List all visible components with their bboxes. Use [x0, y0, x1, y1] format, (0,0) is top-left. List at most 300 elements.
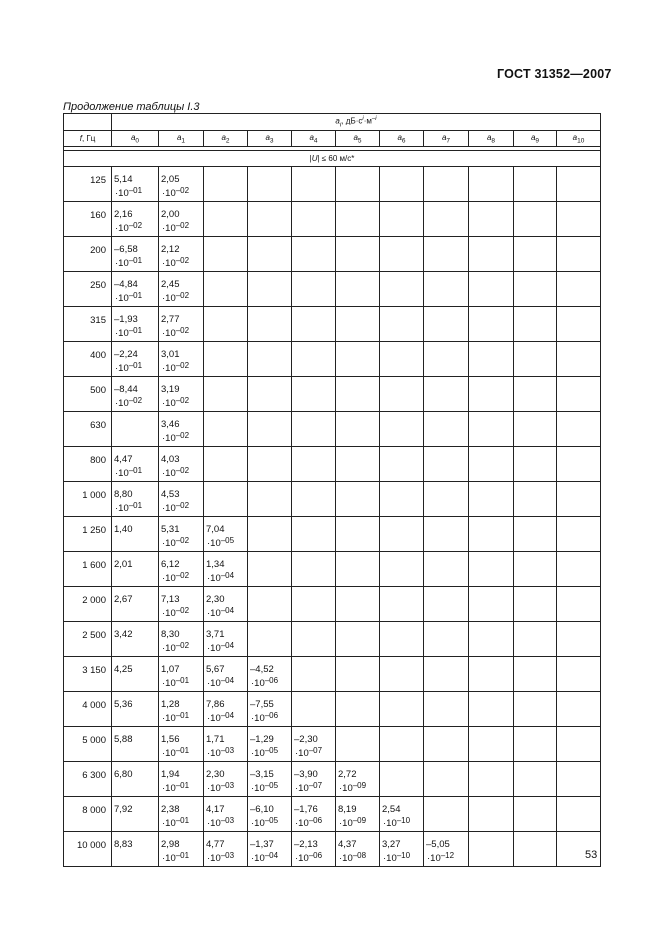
frequency-cell: 160: [64, 202, 112, 237]
mantissa: 6,80: [114, 769, 133, 780]
value-cell: [380, 482, 424, 517]
table-row: [64, 272, 601, 307]
exponent: $\cdot 10^{-02}$: [162, 536, 190, 549]
table-row: [64, 237, 601, 272]
mantissa: 3,42: [114, 629, 133, 640]
value-cell: [248, 552, 292, 587]
mantissa: 4,47: [114, 454, 133, 465]
value-cell: [248, 237, 292, 272]
value-cell: [248, 272, 292, 307]
value-cell: [159, 587, 204, 622]
value-cell: [424, 272, 469, 307]
value-cell: [336, 202, 380, 237]
value-cell: [469, 237, 514, 272]
mantissa: 8,19: [338, 804, 357, 815]
value-cell: [248, 377, 292, 412]
value-cell: [424, 377, 469, 412]
value-cell: [514, 412, 557, 447]
exponent: $\cdot 10^{-02}$: [162, 221, 190, 234]
value-cell: [336, 552, 380, 587]
value-cell: [469, 202, 514, 237]
mantissa: 3,19: [161, 384, 180, 395]
value-cell: [204, 447, 248, 482]
exponent: $\cdot 10^{-09}$: [339, 781, 367, 794]
value-cell: [424, 517, 469, 552]
value-cell: [248, 832, 292, 867]
value-cell: [248, 447, 292, 482]
value-cell: [336, 482, 380, 517]
value-cell: [204, 202, 248, 237]
value-cell: [469, 342, 514, 377]
mantissa: 1,28: [161, 699, 180, 710]
value-cell: [557, 552, 601, 587]
value-cell: [112, 412, 159, 447]
value-cell: [380, 272, 424, 307]
document-code: ГОСТ 31352—2007: [497, 67, 612, 81]
value-cell: [336, 167, 380, 202]
mantissa: 2,77: [161, 314, 180, 325]
value-cell: [424, 342, 469, 377]
frequency-cell: 315: [64, 307, 112, 342]
exponent: $\cdot 10^{-06}$: [251, 676, 279, 689]
frequency-cell: 500: [64, 377, 112, 412]
coef-header-a4: $a_4$: [292, 131, 336, 147]
value-cell: [424, 622, 469, 657]
value-cell: [380, 727, 424, 762]
mantissa: 2,38: [161, 804, 180, 815]
value-cell: [336, 237, 380, 272]
mantissa: 3,27: [382, 839, 401, 850]
value-cell: [336, 762, 380, 797]
value-cell: [469, 727, 514, 762]
value-cell: [380, 762, 424, 797]
exponent: $\cdot 10^{-05}$: [207, 536, 235, 549]
exponent: $\cdot 10^{-02}$: [162, 186, 190, 199]
value-cell: [557, 482, 601, 517]
exponent: $\cdot 10^{-05}$: [251, 816, 279, 829]
mantissa: 6,12: [161, 559, 180, 570]
value-cell: [292, 622, 336, 657]
mantissa: –1,93: [114, 314, 138, 325]
value-cell: [292, 657, 336, 692]
value-cell: [292, 762, 336, 797]
mantissa: 5,88: [114, 734, 133, 745]
exponent: $\cdot 10^{-06}$: [295, 851, 323, 864]
exponent: $\cdot 10^{-02}$: [162, 326, 190, 339]
value-cell: [159, 447, 204, 482]
value-cell: [514, 482, 557, 517]
table-row: [64, 202, 601, 237]
mantissa: 7,13: [161, 594, 180, 605]
exponent: $\cdot 10^{-02}$: [162, 571, 190, 584]
exponent: $\cdot 10^{-04}$: [207, 571, 235, 584]
value-cell: [248, 342, 292, 377]
value-cell: [469, 622, 514, 657]
value-cell: [380, 342, 424, 377]
value-cell: [112, 727, 159, 762]
value-cell: [557, 692, 601, 727]
value-cell: [469, 587, 514, 622]
value-cell: [248, 587, 292, 622]
value-cell: [292, 552, 336, 587]
value-cell: [380, 692, 424, 727]
value-cell: [112, 202, 159, 237]
value-cell: [248, 622, 292, 657]
exponent: $\cdot 10^{-01}$: [162, 851, 190, 864]
exponent: $\cdot 10^{-02}$: [162, 361, 190, 374]
value-cell: [159, 692, 204, 727]
value-cell: [469, 517, 514, 552]
value-cell: [112, 692, 159, 727]
exponent: $\cdot 10^{-02}$: [162, 641, 190, 654]
value-cell: [292, 237, 336, 272]
value-cell: [557, 202, 601, 237]
exponent: $\cdot 10^{-02}$: [162, 606, 190, 619]
value-cell: [159, 377, 204, 412]
value-cell: [469, 762, 514, 797]
value-cell: [469, 412, 514, 447]
exponent: $\cdot 10^{-04}$: [251, 851, 279, 864]
value-cell: [159, 762, 204, 797]
value-cell: [557, 412, 601, 447]
exponent: $\cdot 10^{-02}$: [115, 221, 143, 234]
value-cell: [292, 342, 336, 377]
value-cell: [292, 412, 336, 447]
value-cell: [424, 587, 469, 622]
coefficients-table: [63, 113, 601, 867]
mantissa: 1,94: [161, 769, 180, 780]
table-row: [64, 482, 601, 517]
table-caption: Продолжение таблицы I.3: [63, 101, 200, 113]
value-cell: [112, 167, 159, 202]
value-cell: [204, 307, 248, 342]
exponent: $\cdot 10^{-03}$: [207, 781, 235, 794]
value-cell: [380, 237, 424, 272]
mantissa: 2,30: [206, 769, 225, 780]
value-cell: [557, 797, 601, 832]
value-cell: [469, 447, 514, 482]
mantissa: 2,45: [161, 279, 180, 290]
exponent: $\cdot 10^{-10}$: [383, 851, 411, 864]
mantissa: –1,76: [294, 804, 318, 815]
value-cell: [112, 342, 159, 377]
value-cell: [380, 832, 424, 867]
value-cell: [112, 482, 159, 517]
mantissa: 3,46: [161, 419, 180, 430]
mantissa: 1,07: [161, 664, 180, 675]
value-cell: [112, 447, 159, 482]
value-cell: [292, 587, 336, 622]
coef-header-a9: $a_9$: [514, 131, 557, 147]
mantissa: 2,16: [114, 209, 133, 220]
value-cell: [469, 832, 514, 867]
value-cell: [557, 587, 601, 622]
value-cell: [204, 762, 248, 797]
value-cell: [204, 692, 248, 727]
coef-header-a0: $a_0$: [112, 131, 159, 147]
mantissa: 1,56: [161, 734, 180, 745]
value-cell: [204, 272, 248, 307]
value-cell: [424, 552, 469, 587]
value-cell: [469, 482, 514, 517]
value-cell: [469, 797, 514, 832]
value-cell: [514, 727, 557, 762]
frequency-cell: 2 500: [64, 622, 112, 657]
value-cell: [159, 552, 204, 587]
table-row: [64, 377, 601, 412]
table-row: [64, 622, 601, 657]
value-cell: [292, 377, 336, 412]
mantissa: 7,92: [114, 804, 133, 815]
frequency-header: f, Гц: [64, 131, 112, 147]
table-row: [64, 797, 601, 832]
mantissa: –4,84: [114, 279, 138, 290]
mantissa: 8,30: [161, 629, 180, 640]
exponent: $\cdot 10^{-01}$: [115, 501, 143, 514]
value-cell: [159, 727, 204, 762]
value-cell: [112, 797, 159, 832]
value-cell: [248, 657, 292, 692]
table-row: [64, 727, 601, 762]
value-cell: [424, 657, 469, 692]
exponent: $\cdot 10^{-01}$: [115, 291, 143, 304]
exponent: $\cdot 10^{-01}$: [115, 466, 143, 479]
value-cell: [424, 762, 469, 797]
value-cell: [514, 377, 557, 412]
exponent: $\cdot 10^{-05}$: [251, 781, 279, 794]
value-cell: [112, 517, 159, 552]
value-cell: [248, 797, 292, 832]
frequency-cell: 6 300: [64, 762, 112, 797]
value-cell: [336, 412, 380, 447]
coef-header-a1: $a_1$: [159, 131, 204, 147]
value-cell: [336, 342, 380, 377]
value-cell: [292, 517, 336, 552]
exponent: $\cdot 10^{-06}$: [251, 711, 279, 724]
value-cell: [204, 482, 248, 517]
frequency-cell: 4 000: [64, 692, 112, 727]
value-cell: [204, 832, 248, 867]
exponent: $\cdot 10^{-04}$: [207, 676, 235, 689]
mantissa: 2,98: [161, 839, 180, 850]
value-cell: [112, 377, 159, 412]
exponent: $\cdot 10^{-01}$: [115, 256, 143, 269]
value-cell: [204, 622, 248, 657]
exponent: $\cdot 10^{-01}$: [162, 746, 190, 759]
value-cell: [248, 167, 292, 202]
value-cell: [469, 692, 514, 727]
value-cell: [159, 657, 204, 692]
mantissa: 1,71: [206, 734, 225, 745]
value-cell: [380, 622, 424, 657]
exponent: $\cdot 10^{-10}$: [383, 816, 411, 829]
mantissa: –3,15: [250, 769, 274, 780]
frequency-cell: 10 000: [64, 832, 112, 867]
value-cell: [514, 692, 557, 727]
value-cell: [159, 797, 204, 832]
value-cell: [292, 797, 336, 832]
mantissa: –3,90: [294, 769, 318, 780]
value-cell: [514, 517, 557, 552]
value-cell: [112, 237, 159, 272]
mantissa: 2,30: [206, 594, 225, 605]
exponent: $\cdot 10^{-03}$: [207, 851, 235, 864]
value-cell: [514, 657, 557, 692]
coef-header-a7: $a_7$: [424, 131, 469, 147]
table-row: [64, 307, 601, 342]
value-cell: [204, 797, 248, 832]
value-cell: [292, 307, 336, 342]
coef-header-a10: $a_{10}$: [557, 131, 601, 147]
mantissa: –5,05: [426, 839, 450, 850]
value-cell: [292, 482, 336, 517]
table-row: [64, 447, 601, 482]
value-cell: [204, 587, 248, 622]
mantissa: –2,13: [294, 839, 318, 850]
value-cell: [159, 342, 204, 377]
value-cell: [557, 517, 601, 552]
coef-header-a5: $a_5$: [336, 131, 380, 147]
mantissa: 2,72: [338, 769, 357, 780]
value-cell: [514, 447, 557, 482]
value-cell: [514, 342, 557, 377]
value-cell: [424, 727, 469, 762]
value-cell: [424, 412, 469, 447]
value-cell: [248, 412, 292, 447]
value-cell: [336, 797, 380, 832]
frequency-cell: 200: [64, 237, 112, 272]
exponent: $\cdot 10^{-04}$: [207, 711, 235, 724]
value-cell: [380, 167, 424, 202]
value-cell: [204, 377, 248, 412]
value-cell: [557, 307, 601, 342]
exponent: $\cdot 10^{-01}$: [115, 326, 143, 339]
value-cell: [514, 202, 557, 237]
value-cell: [248, 762, 292, 797]
page-number: 53: [585, 849, 598, 861]
frequency-cell: 800: [64, 447, 112, 482]
value-cell: [159, 832, 204, 867]
value-cell: [112, 587, 159, 622]
value-cell: [112, 762, 159, 797]
value-cell: [112, 552, 159, 587]
mantissa: 5,36: [114, 699, 133, 710]
value-cell: [514, 552, 557, 587]
frequency-cell: 3 150: [64, 657, 112, 692]
value-cell: [159, 202, 204, 237]
value-cell: [292, 692, 336, 727]
coef-header-a2: $a_2$: [204, 131, 248, 147]
exponent: $\cdot 10^{-01}$: [115, 186, 143, 199]
mantissa: 2,01: [114, 559, 133, 570]
mantissa: –2,30: [294, 734, 318, 745]
exponent: $\cdot 10^{-02}$: [162, 466, 190, 479]
exponent: $\cdot 10^{-06}$: [295, 816, 323, 829]
value-cell: [336, 517, 380, 552]
mantissa: –8,44: [114, 384, 138, 395]
value-cell: [514, 762, 557, 797]
value-cell: [248, 692, 292, 727]
value-cell: [380, 587, 424, 622]
value-cell: [557, 447, 601, 482]
value-cell: [424, 202, 469, 237]
value-cell: [204, 517, 248, 552]
table-row: [64, 657, 601, 692]
mantissa: 4,37: [338, 839, 357, 850]
exponent: $\cdot 10^{-03}$: [207, 816, 235, 829]
value-cell: [248, 727, 292, 762]
value-cell: [469, 167, 514, 202]
value-cell: [380, 412, 424, 447]
frequency-cell: 8 000: [64, 797, 112, 832]
table-row: [64, 412, 601, 447]
mantissa: 2,05: [161, 174, 180, 185]
value-cell: [292, 202, 336, 237]
value-cell: [292, 832, 336, 867]
value-cell: [248, 307, 292, 342]
mantissa: 7,86: [206, 699, 225, 710]
value-cell: [336, 622, 380, 657]
coef-header-a6: $a_6$: [380, 131, 424, 147]
value-cell: [292, 447, 336, 482]
exponent: $\cdot 10^{-04}$: [207, 641, 235, 654]
value-cell: [557, 342, 601, 377]
table-row: [64, 762, 601, 797]
value-cell: [248, 482, 292, 517]
value-cell: [557, 762, 601, 797]
exponent: $\cdot 10^{-02}$: [162, 396, 190, 409]
value-cell: [514, 272, 557, 307]
value-cell: [557, 167, 601, 202]
value-cell: [380, 797, 424, 832]
exponent: $\cdot 10^{-08}$: [339, 851, 367, 864]
value-cell: [204, 657, 248, 692]
mantissa: –6,58: [114, 244, 138, 255]
mantissa: 7,04: [206, 524, 225, 535]
coefficient-group-header: $a_i$, $дБ\cdot с^i\cdot м^{-i}$: [112, 114, 601, 131]
value-cell: [159, 517, 204, 552]
mantissa: 3,01: [161, 349, 180, 360]
value-cell: [557, 237, 601, 272]
value-cell: [112, 272, 159, 307]
exponent: $\cdot 10^{-02}$: [162, 501, 190, 514]
value-cell: [424, 692, 469, 727]
exponent: $\cdot 10^{-03}$: [207, 746, 235, 759]
value-cell: [112, 622, 159, 657]
value-cell: [336, 727, 380, 762]
value-cell: [159, 272, 204, 307]
mantissa: –1,29: [250, 734, 274, 745]
mantissa: 5,67: [206, 664, 225, 675]
coef-header-a8: $a_8$: [469, 131, 514, 147]
mantissa: 8,80: [114, 489, 133, 500]
value-cell: [204, 727, 248, 762]
mantissa: 2,00: [161, 209, 180, 220]
mantissa: 1,34: [206, 559, 225, 570]
value-cell: [469, 307, 514, 342]
value-cell: [159, 307, 204, 342]
value-cell: [204, 412, 248, 447]
mantissa: 2,12: [161, 244, 180, 255]
value-cell: [514, 587, 557, 622]
value-cell: [424, 832, 469, 867]
value-cell: [514, 622, 557, 657]
value-cell: [469, 272, 514, 307]
mantissa: 4,17: [206, 804, 225, 815]
value-cell: [159, 412, 204, 447]
mantissa: 1,40: [114, 524, 133, 535]
condition-row: |U| ≤ 60 м/с*: [64, 151, 601, 167]
